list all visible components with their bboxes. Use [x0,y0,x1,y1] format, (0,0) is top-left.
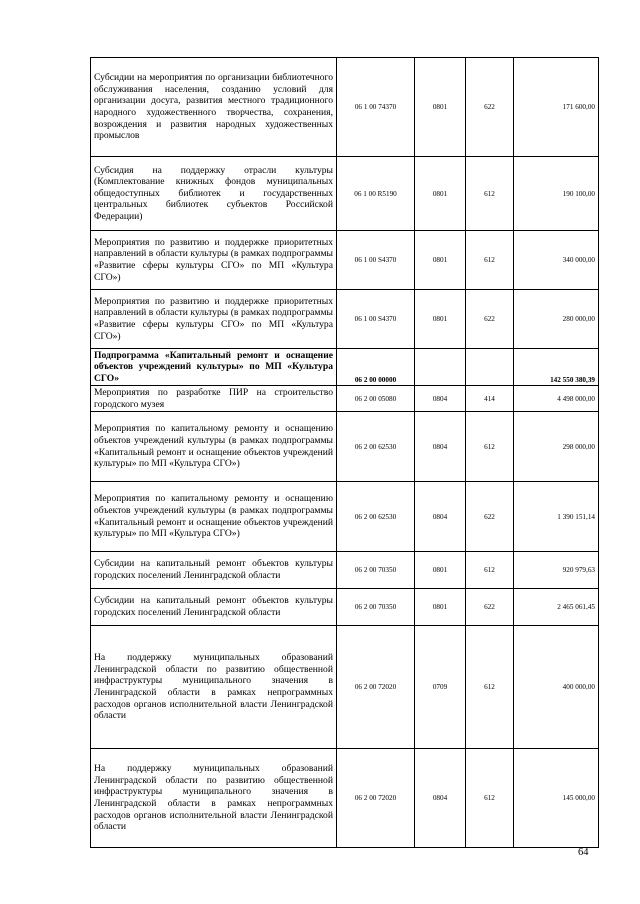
row-amount: 4 498 000,00 [514,386,599,412]
row-section-code: 0801 [415,231,466,290]
row-target-code: 06 1 00 S4370 [337,231,415,290]
row-description: Мероприятия по разработке ПИР на строительство городского музея [91,386,337,412]
row-section-code: 0801 [415,157,466,231]
table-row [91,58,599,157]
row-target-code: 06 2 00 70350 [337,589,415,626]
row-section-code [415,349,466,386]
row-section-code: 0804 [415,412,466,482]
row-amount: 400 000,00 [514,626,599,749]
row-expense-type: 612 [466,231,514,290]
row-description: Мероприятия по капитальному ремонту и оснащению объектов учреждений культуры (в рамках подпрограммы «Капитальный ремонт и оснащение объектов учреждений культуры» по МП «Культура СГО») [91,412,337,482]
row-amount: 920 979,63 [514,552,599,589]
row-expense-type: 622 [466,482,514,552]
row-description: Субсидия на поддержку отрасли культуры (Комплектование книжных фондов муниципальных общедоступных библиотек и государственных центральных библиотек субъектов Российской Федерации) [91,157,337,231]
row-amount: 145 000,00 [514,749,599,848]
row-description: Мероприятия по развитию и поддержке приоритетных направлений в области культуры (в рамках подпрограммы «Развитие сферы культуры СГО» по МП «Культура СГО») [91,231,337,290]
row-amount: 340 000,00 [514,231,599,290]
budget-table-body [91,58,599,848]
row-amount: 2 465 061,45 [514,589,599,626]
row-description: Подпрограмма «Капитальный ремонт и оснащение объектов учреждений культуры» по МП «Культура СГО» [91,349,337,386]
row-amount: 142 550 380,39 [514,349,599,386]
row-expense-type: 414 [466,386,514,412]
row-expense-type: 612 [466,157,514,231]
row-description: На поддержку муниципальных образований Ленинградской области по развитию общественной инфраструктуры муниципального значения в Ленинградской области в рамках непрограммных расходов органов исполнительной власти Ленинградской области [91,749,337,848]
row-expense-type [466,349,514,386]
row-expense-type: 612 [466,749,514,848]
row-amount: 171 600,00 [514,58,599,157]
table-row [91,412,599,482]
table-row [91,349,599,386]
table-row [91,386,599,412]
row-description: На поддержку муниципальных образований Ленинградской области по развитию общественной инфраструктуры муниципального значения в Ленинградской области в рамках непрограммных расходов органов исполнительной власти Ленинградской области [91,626,337,749]
row-expense-type: 612 [466,552,514,589]
row-target-code: 06 2 00 70350 [337,552,415,589]
row-description: Субсидии на мероприятия по организации библиотечного обслуживания населения, созданию условий для организации досуга, развития местного традиционного народного художественного творчества, сохранения, возрождения и развития народных художественных промыслов [91,58,337,157]
row-description: Субсидии на капитальный ремонт объектов культуры городских поселений Ленинградской области [91,552,337,589]
row-section-code: 0804 [415,749,466,848]
row-expense-type: 622 [466,290,514,349]
row-target-code: 06 2 00 00000 [337,349,415,386]
table-row [91,626,599,749]
row-target-code: 06 2 00 72020 [337,626,415,749]
row-description: Мероприятия по развитию и поддержке приоритетных направлений в области культуры (в рамках подпрограммы «Развитие сферы культуры СГО» по МП «Культура СГО») [91,290,337,349]
row-description: Субсидии на капитальный ремонт объектов культуры городских поселений Ленинградской области [91,589,337,626]
row-section-code: 0801 [415,589,466,626]
row-amount: 190 100,00 [514,157,599,231]
row-section-code: 0801 [415,58,466,157]
table-row [91,157,599,231]
row-target-code: 06 1 00 S4370 [337,290,415,349]
table-row [91,231,599,290]
table-row [91,482,599,552]
row-expense-type: 612 [466,626,514,749]
row-section-code: 0801 [415,552,466,589]
row-expense-type: 622 [466,589,514,626]
row-description: Мероприятия по капитальному ремонту и оснащению объектов учреждений культуры (в рамках подпрограммы «Капитальный ремонт и оснащение объектов учреждений культуры» по МП «Культура СГО») [91,482,337,552]
page-number: 64 [578,847,589,858]
table-row [91,552,599,589]
table-row [91,749,599,848]
row-amount: 298 000,00 [514,412,599,482]
table-row [91,290,599,349]
row-section-code: 0709 [415,626,466,749]
row-section-code: 0804 [415,386,466,412]
row-section-code: 0801 [415,290,466,349]
row-target-code: 06 2 00 62530 [337,482,415,552]
row-expense-type: 622 [466,58,514,157]
row-amount: 280 000,00 [514,290,599,349]
row-target-code: 06 2 00 05080 [337,386,415,412]
row-target-code: 06 1 00 74370 [337,58,415,157]
row-section-code: 0804 [415,482,466,552]
row-amount: 1 390 151,14 [514,482,599,552]
table-row [91,589,599,626]
row-target-code: 06 1 00 R5190 [337,157,415,231]
row-expense-type: 612 [466,412,514,482]
budget-table [90,57,599,848]
row-target-code: 06 2 00 62530 [337,412,415,482]
row-target-code: 06 2 00 72020 [337,749,415,848]
